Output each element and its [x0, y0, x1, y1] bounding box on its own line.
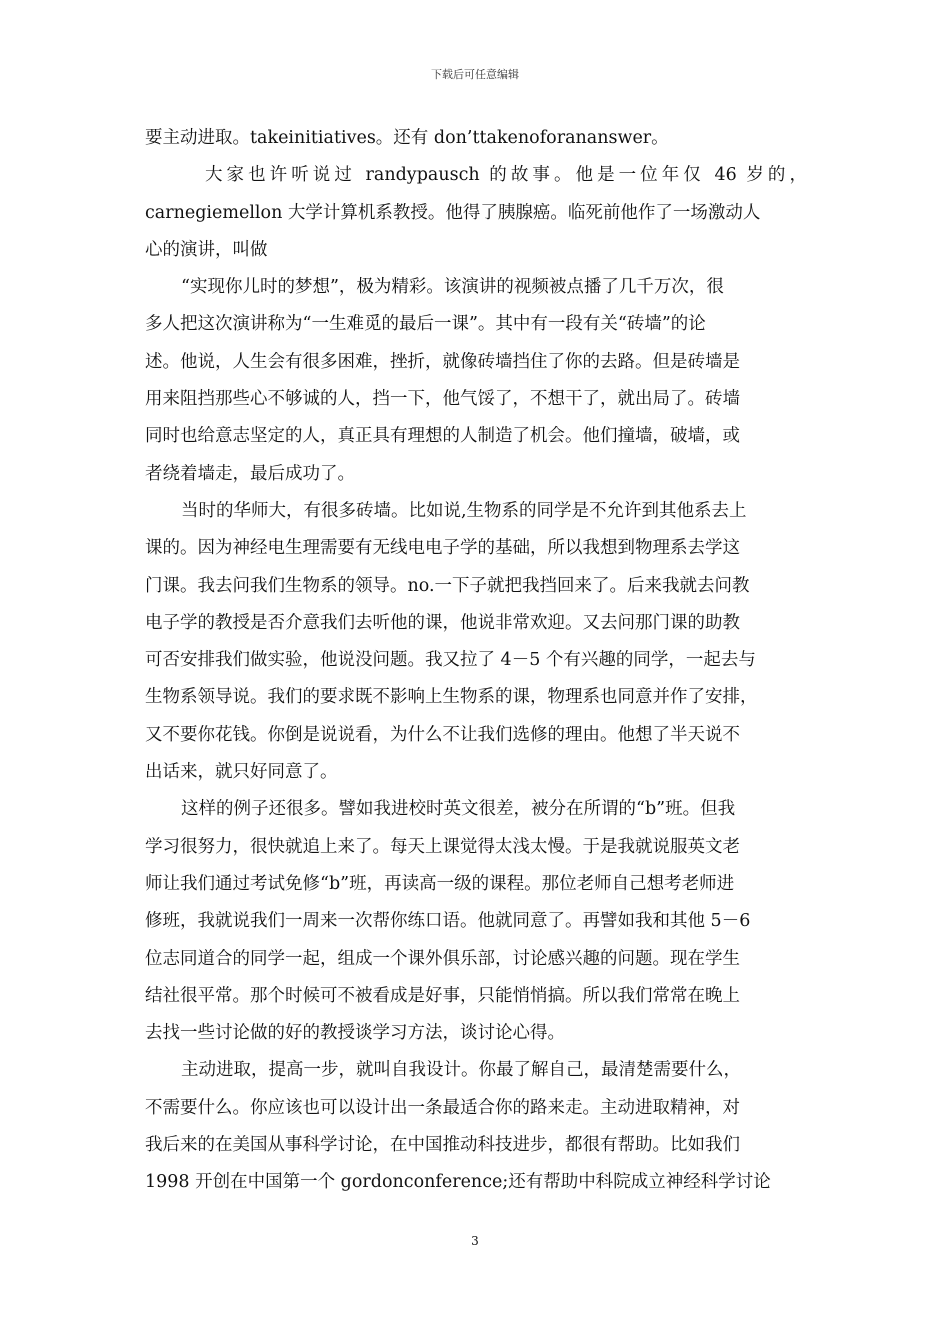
- text-line: 1998 开创在中国第一个 gordonconference;还有帮助中科院成立神经科学讨论: [145, 1172, 771, 1193]
- text-line: 又不要你花钱。你倒是说说看，为什么不让我们选修的理由。他想了半天说不: [145, 724, 740, 745]
- page-header: 下载后可任意编辑: [431, 68, 519, 81]
- text-line: 修班，我就说我们一周来一次帮你练口语。他就同意了。再譬如我和其他 5－6: [145, 911, 751, 932]
- text-line: 当时的华师大，有很多砖墙。比如说,生物系的同学是不允许到其他系去上: [181, 500, 747, 521]
- text-line: 这样的例子还很多。譬如我进校时英文很差，被分在所谓的“b”班。但我: [181, 799, 736, 820]
- text-line: 多人把这次演讲称为“一生难觅的最后一课”。其中有一段有关“砖墙”的论: [145, 314, 706, 335]
- text-line: 师让我们通过考试免修“b”班，再读高一级的课程。那位老师自己想考老师进: [145, 873, 735, 894]
- page-number: 3: [471, 1234, 479, 1248]
- text-line: 大家也许听说过 randypausch 的故事。他是一位年仅 46 岁的，: [205, 165, 807, 186]
- text-line: 课的。因为神经电生理需要有无线电电子学的基础，所以我想到物理系去学这: [145, 538, 740, 559]
- text-line: 心的演讲，叫做: [145, 239, 268, 260]
- text-line: 同时也给意志坚定的人，真正具有理想的人制造了机会。他们撞墙，破墙，或: [145, 426, 740, 447]
- text-line: 出话来，就只好同意了。: [145, 762, 338, 783]
- text-line: 电子学的教授是否介意我们去听他的课，他说非常欢迎。又去问那门课的助教: [145, 612, 740, 633]
- text-line: carnegiemellon 大学计算机系教授。他得了胰腺癌。临死前他作了一场激动人: [145, 202, 761, 223]
- text-line: 用来阻挡那些心不够诚的人，挡一下，他气馁了，不想干了，就出局了。砖墙: [145, 389, 740, 410]
- text-line: 述。他说，人生会有很多困难，挫折，就像砖墙挡住了你的去路。但是砖墙是: [145, 351, 740, 372]
- text-line: 门课。我去问我们生物系的领导。no.一下子就把我挡回来了。后来我就去问教: [145, 575, 750, 596]
- text-line: 我后来的在美国从事科学讨论，在中国推动科技进步，都很有帮助。比如我们: [145, 1135, 740, 1156]
- text-line: 位志同道合的同学一起，组成一个课外俱乐部，讨论感兴趣的问题。现在学生: [145, 948, 740, 969]
- text-line: 可否安排我们做实验，他说没问题。我又拉了 4－5 个有兴趣的同学，一起去与: [145, 650, 756, 671]
- text-line: 学习很努力，很快就追上来了。每天上课觉得太浅太慢。于是我就说服英文老: [145, 836, 740, 857]
- body-text: [145, 120, 807, 1202]
- text-line: 去找一些讨论做的好的教授谈学习方法，谈讨论心得。: [145, 1023, 565, 1044]
- text-line: 不需要什么。你应该也可以设计出一条最适合你的路来走。主动进取精神，对: [145, 1097, 740, 1118]
- text-line: 者绕着墙走，最后成功了。: [145, 463, 355, 484]
- text-line: “实现你儿时的梦想”，极为精彩。该演讲的视频被点播了几千万次，很: [181, 277, 724, 298]
- text-line: 生物系领导说。我们的要求既不影响上生物系的课，物理系也同意并作了安排，: [145, 687, 758, 708]
- text-line: 结社很平常。那个时候可不被看成是好事，只能悄悄搞。所以我们常常在晚上: [145, 985, 740, 1006]
- text-line: 主动进取，提高一步，就叫自我设计。你最了解自己，最清楚需要什么，: [181, 1060, 741, 1081]
- text-line: 要主动进取。takeinitiatives。还有 don’ttakenoforananswer。: [145, 128, 669, 148]
